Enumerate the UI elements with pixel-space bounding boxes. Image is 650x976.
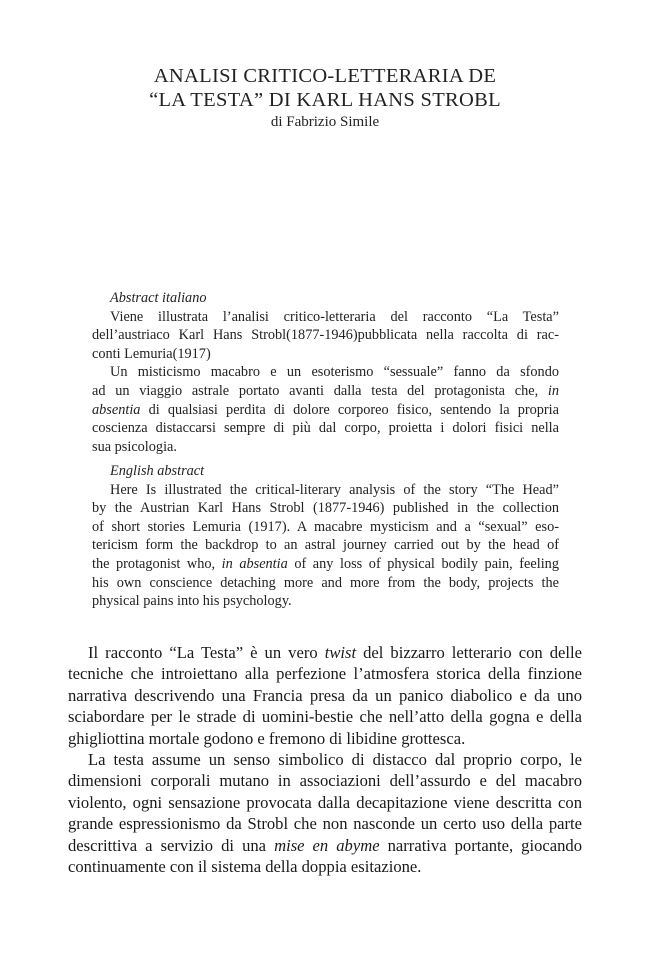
- body-line: ghigliottina mortale godono e fremono di libidine grottesca.: [68, 728, 466, 748]
- body-line: continuamente con il sistema della doppia esitazione.: [68, 857, 422, 877]
- abstract-english-line: his own conscience detaching more and more from the body, projects the: [92, 574, 559, 591]
- body-line: tecniche che introiettano alla perfezione l’atmosfera storica della finzione: [68, 664, 582, 684]
- body-line: sciabordare per le strade di uomini-bestie che nell’atto della gogna e della: [68, 707, 582, 727]
- abstract-italian-heading: Abstract italiano: [110, 290, 207, 306]
- abstract-italian-line: ad un viaggio astrale portato avanti dalla testa del protagonista che, in: [92, 382, 559, 399]
- abstract-italian-line: absentia di qualsiasi perdita di dolore corporeo fisico, sentendo la propria: [92, 401, 559, 418]
- abstract-italian-line: sua psicologia.: [92, 438, 177, 455]
- body-line: dimensioni corporali mutano in associazioni dell’assurdo e del macabro: [68, 771, 582, 791]
- abstract-english-line: Here Is illustrated the critical-literary analysis of the story “The Head”: [110, 481, 559, 498]
- article-body: [68, 642, 582, 877]
- abstract-italian-line: Un misticismo macabro e un esoterismo “sessuale” fanno da sfondo: [110, 364, 559, 381]
- abstract-italian-line: conti Lemuria(1917): [92, 345, 211, 362]
- abstract-english-line: by the Austrian Karl Hans Strobl (1877-1946) published in the collection: [92, 500, 559, 517]
- abstract-english-line: the protagonist who, in absentia of any loss of physical bodily pain, feeling: [92, 555, 559, 572]
- body-line: La testa assume un senso simbolico di distacco dal proprio corpo, le: [88, 750, 582, 770]
- abstract-italian-line: dell’austriaco Karl Hans Strobl(1877-1946)pubblicata nella raccolta di rac-: [92, 327, 559, 344]
- abstract-italian-line: Viene illustrata l’analisi critico-letteraria del racconto “La Testa”: [110, 308, 559, 325]
- abstract-english-line: of short stories Lemuria (1917). A macabre mysticism and a “sexual” eso-: [92, 518, 559, 535]
- abstract-english: [92, 462, 559, 611]
- author-byline: di Fabrizio Simile: [270, 114, 380, 130]
- abstract-english-line: physical pains into his psychology.: [92, 593, 292, 610]
- body-line: violento, ogni sensazione provocata dalla decapitazione viene descritta con: [68, 792, 582, 812]
- abstract-english-line: tericism form the backdrop to an astral journey carried out by the head of: [92, 537, 559, 554]
- body-line: Il racconto “La Testa” è un vero twist del bizzarro letterario con delle: [88, 643, 582, 662]
- title-line-1: ANALISI CRITICO-LETTERARIA DE: [153, 65, 497, 87]
- body-line: descrittiva a servizio di una mise en abyme narrativa portante, giocando: [68, 835, 583, 855]
- body-line: narrativa descrivendo una Francia presa da un panico diabolico e da uno: [68, 685, 582, 705]
- abstract-italian: [92, 289, 559, 456]
- abstract-italian-line: coscienza distaccarsi sempre di più dal corpo, proietta i dolori fisici nella: [92, 420, 559, 437]
- article-title: [0, 64, 650, 112]
- body-line: grande espressionismo da Strobl che non nasconde un certo uso della parte: [68, 814, 582, 834]
- title-line-2: “LA TESTA” DI KARL HANS STROBL: [149, 89, 501, 111]
- abstract-english-heading: English abstract: [110, 463, 205, 479]
